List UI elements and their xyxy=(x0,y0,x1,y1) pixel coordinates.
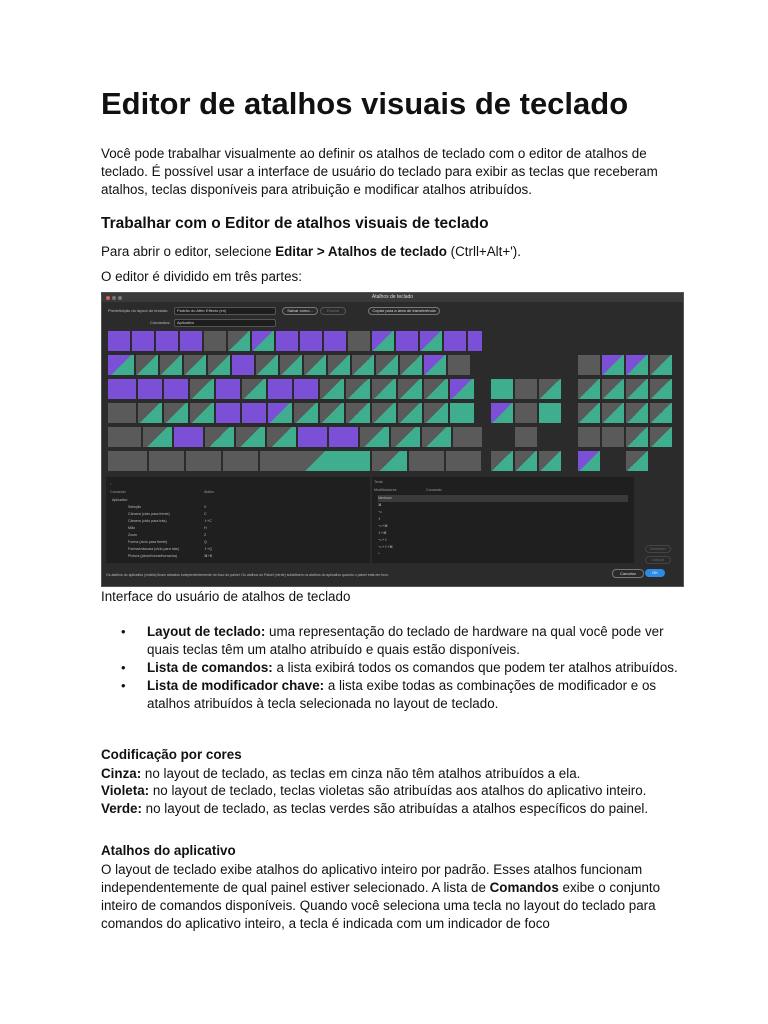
command-row[interactable]: Aplicativo xyxy=(112,498,128,502)
keyboard-key[interactable] xyxy=(650,403,672,423)
keyboard-key[interactable] xyxy=(515,451,537,471)
keyboard-key[interactable] xyxy=(180,331,202,351)
command-shortcut: Z xyxy=(204,533,207,537)
open-editor-paragraph: Para abrir o editor, selecione Editar > Atalhos de teclado (Ctrll+Alt+'). xyxy=(101,244,521,259)
command-shortcut: ⇧+C xyxy=(204,519,212,523)
keyboard-key[interactable] xyxy=(422,427,451,447)
command-shortcut: C xyxy=(204,512,207,516)
section-heading: Trabalhar com o Editor de atalhos visuais de teclado xyxy=(101,215,489,232)
keyboard-key[interactable] xyxy=(132,331,154,351)
list-item: • Lista de comandos: a lista exibirá todos os comandos que podem ter atalhos atribuídos. xyxy=(101,659,691,677)
keyboard-key[interactable] xyxy=(260,451,370,471)
menu-path: Editar > Atalhos de teclado xyxy=(275,244,447,259)
keyboard-key[interactable] xyxy=(372,379,396,399)
keyboard-key[interactable] xyxy=(256,355,278,375)
dialog-title: Atalhos de teclado xyxy=(371,294,414,300)
keyboard-key[interactable] xyxy=(294,403,318,423)
keyboard-key[interactable] xyxy=(236,427,265,447)
keyboard-key[interactable] xyxy=(164,403,188,423)
keyboard-key[interactable] xyxy=(138,379,162,399)
keyboard-key[interactable] xyxy=(304,355,326,375)
keyboard-key[interactable] xyxy=(164,379,188,399)
keyboard-key[interactable] xyxy=(539,451,561,471)
command-header-2: Comando xyxy=(426,488,442,492)
keyboard-key[interactable] xyxy=(324,331,346,351)
shortcut-header: Atalho xyxy=(204,490,215,494)
keyboard-key[interactable] xyxy=(398,379,422,399)
modifier-row[interactable]: ⌥ xyxy=(378,510,383,514)
keyboard-shortcuts-screenshot xyxy=(101,292,684,587)
keyboard-key[interactable] xyxy=(468,331,482,351)
keyboard-key[interactable] xyxy=(578,427,600,447)
keyboard-key[interactable] xyxy=(268,379,292,399)
keyboard-key[interactable] xyxy=(108,355,134,375)
keyboard-key[interactable] xyxy=(450,403,474,423)
keyboard-key[interactable] xyxy=(602,427,624,447)
keyboard-key[interactable] xyxy=(174,427,203,447)
command-row[interactable]: Forma (ciclo para frente) xyxy=(128,540,168,544)
keyboard-key[interactable] xyxy=(184,355,206,375)
modifier-row[interactable]: ⌥+⇧ xyxy=(378,538,388,542)
keyboard-key[interactable] xyxy=(626,451,648,471)
keyboard-key[interactable] xyxy=(602,355,624,375)
keyboard-key[interactable] xyxy=(216,403,240,423)
keyboard-key[interactable] xyxy=(578,451,600,471)
keyboard-key[interactable] xyxy=(160,355,182,375)
delete-button[interactable]: Excluir xyxy=(320,307,346,315)
modifiers-header: Modificadores xyxy=(374,488,397,492)
keyboard-key[interactable] xyxy=(539,379,561,399)
keyboard-key[interactable] xyxy=(329,427,358,447)
modifier-row[interactable]: Nenhum xyxy=(378,495,628,502)
command-row[interactable]: Mão xyxy=(128,526,135,530)
keyboard-key[interactable] xyxy=(626,403,648,423)
keyboard-key[interactable] xyxy=(268,403,292,423)
keyboard-key[interactable] xyxy=(396,331,418,351)
parts-list xyxy=(101,623,691,713)
keyboard-key[interactable] xyxy=(578,355,600,375)
intro-paragraph: Você pode trabalhar visualmente ao definir os atalhos de teclado com o editor de atalhos de teclado. É possível usar a interface de usuário do teclado para exibir as teclas que receberam atalhos, teclas disponíveis para atribuição e modificar atalhos atribuídos. xyxy=(101,146,658,197)
color-coding-heading: Codificação por cores xyxy=(101,747,242,762)
command-row[interactable]: Pintura (pincel/clone/borracha) xyxy=(128,554,177,558)
keyboard-key[interactable] xyxy=(650,427,672,447)
keyboard-key[interactable] xyxy=(223,451,258,471)
keyboard-key[interactable] xyxy=(242,379,266,399)
search-icon[interactable]: ⌕ xyxy=(110,482,113,486)
cancel-button[interactable]: Cancelar xyxy=(612,569,644,578)
keyboard-key[interactable] xyxy=(420,331,442,351)
keyboard-key[interactable] xyxy=(298,427,327,447)
app-shortcuts-paragraph: O layout de teclado exibe atalhos do aplicativo inteiro por padrão. Esses atalhos funcionam independentemente de qual painel estiver selecionado. A lista de Comandos exibe o conjunto inteiro de comandos disponíveis. Quando você seleciona uma tecla no layout do teclado para comandos do aplicativo inteiro, a tecla é indicada com um indicador de foco xyxy=(101,862,661,931)
preset-select[interactable]: Padrão do After Effects (en) xyxy=(174,307,276,315)
keyboard-key[interactable] xyxy=(348,331,370,351)
modifier-row[interactable]: ⌥+⌘ xyxy=(378,524,388,528)
keyboard-key[interactable] xyxy=(143,427,172,447)
ok-button[interactable]: OK xyxy=(645,569,665,577)
keyboard-key[interactable] xyxy=(626,427,648,447)
keyboard-key[interactable] xyxy=(346,379,370,399)
command-row[interactable]: Câmera (ciclo para frente) xyxy=(128,512,170,516)
undo-button[interactable]: Desfazer xyxy=(645,545,671,553)
commands-label: Comandos: xyxy=(150,320,171,325)
key-label: Tecla: xyxy=(374,480,384,484)
keyboard-key[interactable] xyxy=(391,427,420,447)
keyboard-key[interactable] xyxy=(650,379,672,399)
keyboard-key[interactable] xyxy=(352,355,374,375)
keyboard-key[interactable] xyxy=(491,403,513,423)
command-row[interactable]: Zoom xyxy=(128,533,138,537)
keyboard-key[interactable] xyxy=(108,331,130,351)
violet-description: Violeta: no layout de teclado, teclas violetas são atribuídas aos atalhos do aplicativo inteiro. xyxy=(101,783,647,798)
copy-button[interactable]: Copiar para a área de transferência xyxy=(368,307,440,315)
keyboard-key[interactable] xyxy=(346,403,370,423)
page-title: Editor de atalhos visuais de teclado xyxy=(101,86,629,121)
keyboard-key[interactable] xyxy=(446,451,481,471)
keyboard-key[interactable] xyxy=(444,331,466,351)
keyboard-key[interactable] xyxy=(228,331,250,351)
keyboard-key[interactable] xyxy=(242,403,266,423)
command-shortcut: ⇧+Q xyxy=(204,547,212,551)
keyboard-key[interactable] xyxy=(448,355,470,375)
command-row[interactable]: Forma/máscara (ciclo para trás) xyxy=(128,547,179,551)
save-as-button[interactable]: Salvar como... xyxy=(282,307,318,315)
keyboard-key[interactable] xyxy=(108,451,147,471)
keyboard-key[interactable] xyxy=(398,403,422,423)
keyboard-key[interactable] xyxy=(276,331,298,351)
keyboard-key[interactable] xyxy=(372,331,394,351)
keyboard-key[interactable] xyxy=(424,355,446,375)
keyboard-key[interactable] xyxy=(156,331,178,351)
keyboard-key[interactable] xyxy=(376,355,398,375)
modifier-row[interactable]: ⇧ xyxy=(378,517,382,521)
modifier-row[interactable]: ^ xyxy=(378,552,380,556)
modifier-row[interactable]: ⌘ xyxy=(378,503,382,507)
dialog-footer-note: Os atalhos do aplicativo (violeta) ficam ativados independentemente do foco do painel. Os atalhos do Painel (verde) substituem os atalhos do aplicativo quando o painel está em foco. xyxy=(106,573,389,577)
keyboard-key[interactable] xyxy=(491,451,513,471)
keyboard-key[interactable] xyxy=(409,451,444,471)
keyboard-key[interactable] xyxy=(372,451,407,471)
keyboard-key[interactable] xyxy=(205,427,234,447)
keyboard-key[interactable] xyxy=(108,427,141,447)
list-item: • Lista de modificador chave: a lista exibe todas as combinações de modificador e os atalhos atribuídos à tecla selecionada no layout de teclado. xyxy=(101,677,691,713)
keyboard-key[interactable] xyxy=(216,379,240,399)
modifier-row[interactable]: ⇧+⌘ xyxy=(378,531,387,535)
list-item: • Layout de teclado: uma representação do teclado de hardware na qual você pode ver quais teclas têm um atalho atribuído e quais estão disponíveis. xyxy=(101,623,691,659)
keyboard-key[interactable] xyxy=(320,379,344,399)
keyboard-key[interactable] xyxy=(190,379,214,399)
keyboard-key[interactable] xyxy=(232,355,254,375)
keyboard-key[interactable] xyxy=(424,403,448,423)
keyboard-key[interactable] xyxy=(453,427,482,447)
keyboard-key[interactable] xyxy=(400,355,422,375)
keyboard-key[interactable] xyxy=(602,403,624,423)
command-shortcut: H xyxy=(204,526,207,530)
modifier-list-panel xyxy=(372,477,634,563)
command-shortcut: ⌘+B xyxy=(204,554,213,558)
keyboard-key[interactable] xyxy=(138,403,162,423)
keyboard-key[interactable] xyxy=(294,379,318,399)
keyboard-key[interactable] xyxy=(280,355,302,375)
keyboard-key[interactable] xyxy=(267,427,296,447)
keyboard-key[interactable] xyxy=(320,403,344,423)
gray-description: Cinza: no layout de teclado, as teclas em cinza não têm atalhos atribuídos a ela. xyxy=(101,766,581,781)
keyboard-key[interactable] xyxy=(372,403,396,423)
command-row[interactable]: Seleção xyxy=(128,505,141,509)
keyboard-key[interactable] xyxy=(424,379,448,399)
keyboard-key[interactable] xyxy=(515,379,537,399)
command-row[interactable]: Câmera (ciclo para trás) xyxy=(128,519,167,523)
preset-label: Predefinição do layout do teclado: xyxy=(108,308,169,313)
figure-caption: Interface do usuário de atalhos de teclado xyxy=(101,589,351,604)
keyboard-key[interactable] xyxy=(626,379,648,399)
keyboard-key[interactable] xyxy=(186,451,221,471)
clear-button[interactable]: Limpar xyxy=(645,556,671,564)
keyboard-key[interactable] xyxy=(578,403,600,423)
command-shortcut: V xyxy=(204,505,207,509)
modifier-row[interactable]: ⌥+⇧+⌘ xyxy=(378,545,393,549)
dialog-titlebar xyxy=(102,293,683,302)
keyboard-key[interactable] xyxy=(328,355,350,375)
commands-select[interactable]: Aplicativo xyxy=(174,319,276,327)
command-shortcut: Q xyxy=(204,540,207,544)
keyboard-key[interactable] xyxy=(650,355,672,375)
keyboard-key[interactable] xyxy=(450,379,474,399)
keyboard-key[interactable] xyxy=(300,331,322,351)
keyboard-key[interactable] xyxy=(515,427,537,447)
keyboard-key[interactable] xyxy=(190,403,214,423)
keyboard-key[interactable] xyxy=(626,355,648,375)
command-header: Comando xyxy=(110,490,126,494)
keyboard-key[interactable] xyxy=(578,379,600,399)
keyboard-key[interactable] xyxy=(108,403,136,423)
green-description: Verde: no layout de teclado, as teclas verdes são atribuídas a atalhos específicos do painel. xyxy=(101,801,649,816)
app-shortcuts-heading: Atalhos do aplicativo xyxy=(101,843,236,858)
keyboard-key[interactable] xyxy=(360,427,389,447)
keyboard-key[interactable] xyxy=(136,355,158,375)
keyboard-key[interactable] xyxy=(204,331,226,351)
keyboard-key[interactable] xyxy=(491,379,513,399)
keyboard-key[interactable] xyxy=(515,403,537,423)
keyboard-key[interactable] xyxy=(602,379,624,399)
editor-parts-paragraph: O editor é dividido em três partes: xyxy=(101,269,302,284)
keyboard-key[interactable] xyxy=(208,355,230,375)
keyboard-key[interactable] xyxy=(149,451,184,471)
command-list-panel xyxy=(106,477,370,563)
keyboard-key[interactable] xyxy=(252,331,274,351)
keyboard-key[interactable] xyxy=(108,379,136,399)
keyboard-key[interactable] xyxy=(539,403,561,423)
